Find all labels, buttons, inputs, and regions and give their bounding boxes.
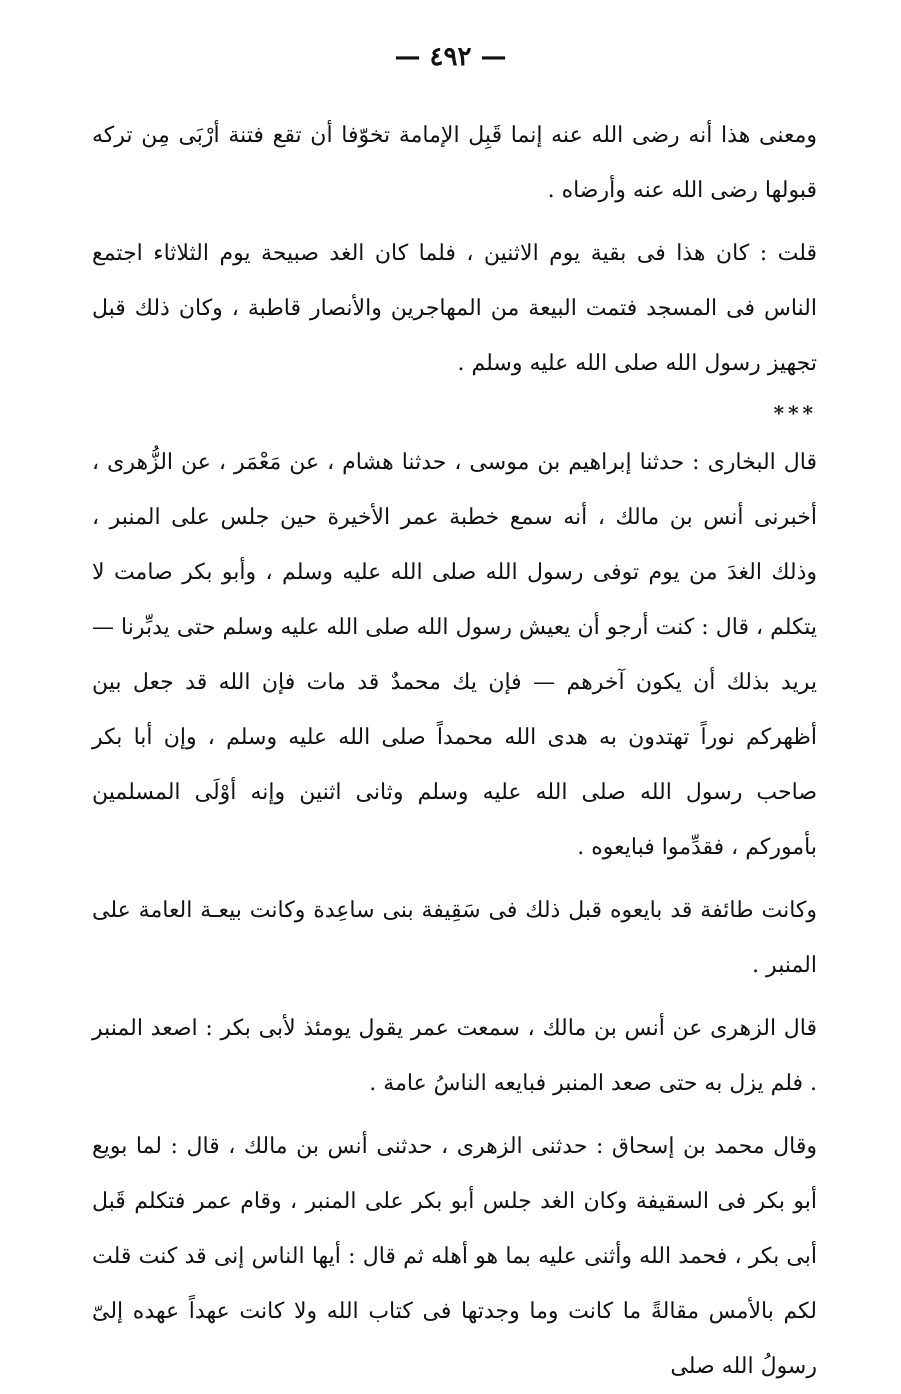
- page-number: — ٤٩٢ —: [394, 42, 507, 72]
- paragraph: قال البخارى : حدثنا إبراهيم بن موسى ، حدثنا هشام ، عن مَعْمَر ، عن الزُّهرى ، أخبرنى أنس بن مالك ، أنه سمع خطبة عمر الأخيرة حين جلس على المنبر ، وذلك الغدَ من يوم توفى رسول الله صلى الله عليه وسلم ، وأبو بكر صامت لا يتكلم ، قال : كنت أرجو أن يعيش رسول الله صلى الله عليه وسلم حتى يدبِّرنا — يريد بذلك أن يكون آخرهم — فإن يك محمدٌ قد مات فإن الله قد جعل بين أظهركم نوراً تهتدون به هدى الله محمداً صلى الله عليه وسلم ، وإن أبا بكر صاحب رسول الله صلى الله عليه وسلم وثانى اثنين وإنه أوْلَى المسلمين بأموركم ، فقدِّموا فبايعوه .: [92, 450, 817, 860]
- paragraph: قلت : كان هذا فى بقية يوم الاثنين ، فلما كان الغد صبيحة يوم الثلاثاء اجتمع الناس فى المسجد فتمت البيعة من المهاجرين والأنصار قاطبة ، وكان ذلك قبل تجهيز رسول الله صلى الله عليه وسلم .: [92, 241, 817, 376]
- section-separator: ***: [773, 401, 817, 425]
- paragraph: وكانت طائفة قد بايعوه قبل ذلك فى سَقِيفة بنى ساعِدة وكانت بيعـة العامة على المنبر .: [92, 898, 817, 978]
- paragraph: قال الزهرى عن أنس بن مالك ، سمعت عمر يقول يومئذ لأبى بكر : اصعد المنبر . فلم يزل به حتى صعد المنبر فبايعه الناسُ عامة .: [92, 1016, 817, 1096]
- page-body: [92, 108, 817, 1394]
- paragraph: ومعنى هذا أنه رضى الله عنه إنما قَبِل الإمامة تخوّفا أن تقع فتنة أرْبَى مِن تركه قبولها رضى الله عنه وأرضاه .: [92, 123, 817, 203]
- paragraph: وقال محمد بن إسحاق : حدثنى الزهرى ، حدثنى أنس بن مالك ، قال : لما بويع أبو بكر فى السقيفة وكان الغد جلس أبو بكر على المنبر ، وقام عمر فتكلم قَبل أبى بكر ، فحمد الله وأثنى عليه بما هو أهله ثم قال : أيها الناس إنى قد كنت قلت لكم بالأمس مقالةً ما كانت وما وجدتها فى كتاب الله ولا كانت عهداً عهده إلىّ رسولُ الله صلى: [92, 1134, 817, 1379]
